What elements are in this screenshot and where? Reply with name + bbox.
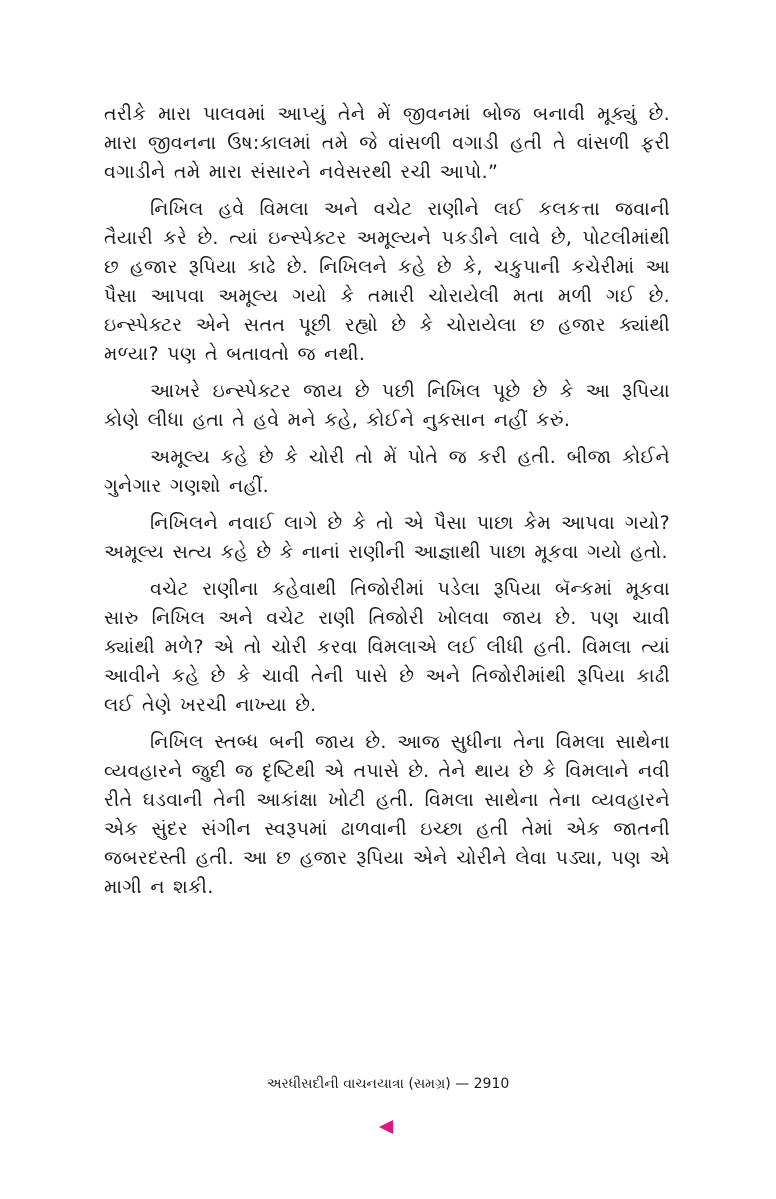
paragraph: નિખિલને નવાઈ લાગે છે કે તો એ પૈસા પાછા કેમ આપવા ગયો? અમૂલ્ય સત્ય કહે છે કે નાનાં રાણીની આજ્ઞાથી પાછા મૂકવા ગયો હતો. — [104, 512, 670, 563]
paragraph: અમૂલ્ય કહે છે કે ચોરી તો મેં પોતે જ કરી હતી. બીજા કોઈને ગુનેગાર ગણશો નહીં. — [104, 446, 670, 497]
paragraph-continued: તરીકે મારા પાલવમાં આપ્યું તેને મેં જીવનમાં બોજ બનાવી મૂક્યું છે. મારા જીવનના ઉષ:કાલમાં તમે જે વાંસળી વગાડી હતી તે વાંસળી ફરી વગાડીને તમે મારા સંસારને નવેસરથી રચી આપો.” — [104, 103, 670, 183]
paragraph: નિખિલ સ્તબ્ધ બની જાય છે. આજ સુધીના તેના વિમલા સાથેના વ્યવહારને જુદી જ દૃષ્ટિથી એ તપાસે છે. તેને થાય છે કે વિમલાને નવી રીતે ઘડવાની તેની આકાંક્ષા ખોટી હતી. વિમલા સાથેના તેના વ્યવહારને એક સુંદર સંગીન સ્વરૂપમાં ઢાળવાની ઇચ્છા હતી તેમાં એક જાતની જબરદસ્તી હતી. આ છ હજાર રૂપિયા એને ચોરીને લેવા પડ્યા, પણ એ માગી ન શકી. — [104, 731, 670, 898]
page-body — [104, 100, 670, 902]
paragraph: નિખિલ હવે વિમલા અને વચેટ રાણીને લઈ કલકત્તા જવાની તૈયારી કરે છે. ત્યાં ઇન્સ્પેક્ટર અમૂલ્યને પકડીને લાવે છે, પોટલીમાંથી છ હજાર રૂપિયા કાઢે છે. નિખિલને કહે છે કે, ચકુપાની કચેરીમાં આ પૈસા આપવા અમૂલ્ય ગયો કે તમારી ચોરાયેલી મતા મળી ગઈ છે. ઇન્સ્પેક્ટર એને સતત પૂછી રહ્યો છે કે ચોરાયેલા છ હજાર ક્યાંથી મળ્યા? પણ તે બતાવતો જ નથી. — [104, 198, 670, 365]
paragraph: આખરે ઇન્સ્પેક્ટર જાય છે પછી નિખિલ પૂછે છે કે આ રૂપિયા કોણે લીધા હતા તે હવે મને કહે, કોઈને નુકસાન નહીં કરું. — [104, 380, 670, 431]
page-footer: અરધીસદીની વાચનયાત્રા (સમગ્ર) — 2910 — [266, 1076, 510, 1092]
paragraph: વચેટ રાણીના કહેવાથી તિજોરીમાં પડેલા રૂપિયા બૅન્કમાં મૂકવા સારુ નિખિલ અને વચેટ રાણી તિજોરી ખોલવા જાય છે. પણ ચાવી ક્યાંથી મળે? એ તો ચોરી કરવા વિમલાએ લઈ લીધી હતી. વિમલા ત્યાં આવીને કહે છે કે ચાવી તેની પાસે છે અને તિજોરીમાંથી રૂપિયા કાઢી લઈ તેણે ખરચી નાખ્યા છે. — [104, 578, 670, 716]
previous-page-icon[interactable] — [379, 1120, 393, 1134]
